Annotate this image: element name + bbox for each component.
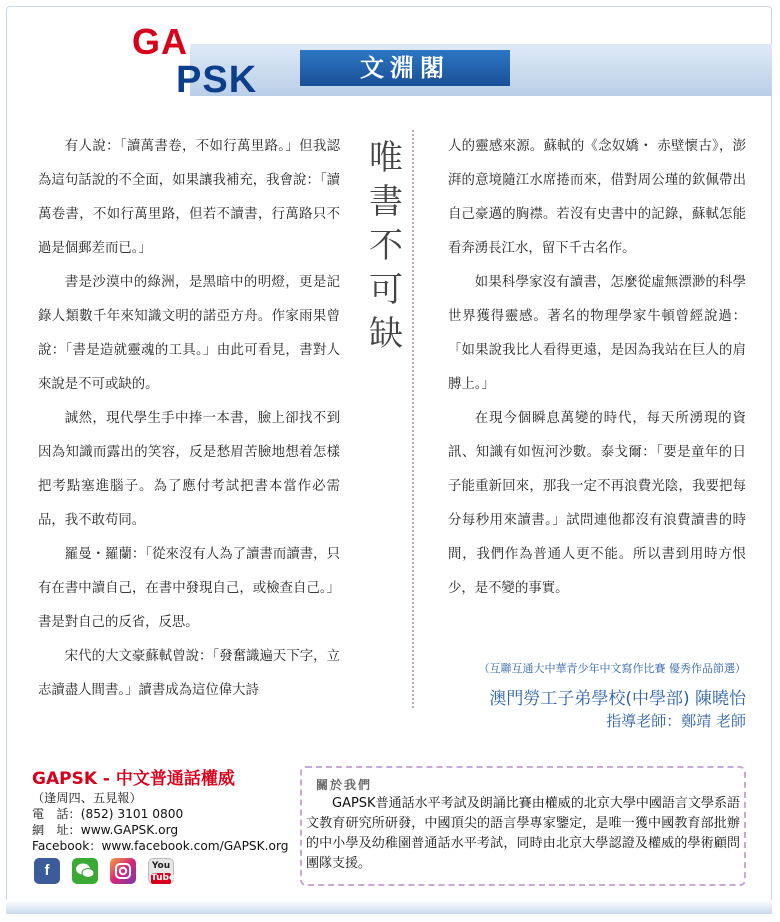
publish-schedule: （逢周四、五見報） xyxy=(32,791,142,805)
article-title xyxy=(366,136,406,356)
youtube-text-top: You xyxy=(151,861,171,871)
paragraph: 有人說：「讀萬書卷，不如行萬里路。」但我認為這句話說的不全面，如果讓我補充，我會說：「讀萬卷書，不如行萬里路，但若不讀書，行萬路只不過是個郵差而已。」 xyxy=(38,139,340,256)
teacher-line: 指導老師：鄭靖 老師 xyxy=(606,712,746,730)
wechat-icon[interactable] xyxy=(72,858,98,884)
paragraph: 在現今個瞬息萬變的時代，每天所湧現的資訊、知識有如恆河沙數。泰戈爾：「要是童年的日子能重新回來，那我一定不再浪費光陰，我要把每分每秒用來讀書。」試問連他都沒有浪費讀書的時間，我們作為普通人更不能。所以書到用時方恨少，是不變的事實。 xyxy=(448,411,746,596)
competition-note: （互聯互通大中華青少年中文寫作比賽 優秀作品節選） xyxy=(478,662,746,675)
section-title: 文淵閣 xyxy=(360,54,450,82)
phone-label: 電 話： xyxy=(32,807,81,821)
paragraph: 羅曼・羅蘭：「從來沒有人為了讀書而讀書，只有在書中讀自己，在書中發現自己，或檢查自己。」書是對自己的反省，反思。 xyxy=(38,547,340,630)
phone-value: (852) 3101 0800 xyxy=(80,807,184,821)
gapsk-logo xyxy=(128,22,278,102)
website-label: 網 址： xyxy=(32,823,81,837)
about-title: 關於我們 xyxy=(316,778,373,792)
wechat-glyph xyxy=(72,858,98,884)
title-char: 缺 xyxy=(369,314,403,354)
facebook-label: Facebook： xyxy=(32,839,102,853)
paragraph: 宋代的大文豪蘇軾曾說：「發奮識遍天下字，立志讀盡人間書。」讀書成為這位偉大詩 xyxy=(38,649,340,698)
logo-ga: GA xyxy=(132,21,188,62)
instagram-glyph xyxy=(110,858,136,884)
title-char: 書 xyxy=(369,182,403,222)
facebook-row xyxy=(32,838,289,854)
title-char: 不 xyxy=(369,226,403,266)
author-line: 澳門勞工子弟學校(中學部) 陳曉怡 xyxy=(489,689,746,709)
paragraph: 如果科學家沒有讀書，怎麼從虛無漂渺的科學世界獲得靈感。著名的物理學家牛頓曾經說過：「如果說我比人看得更遠，是因為我站在巨人的肩膊上。」 xyxy=(448,275,746,392)
paragraph: 誠然，現代學生手中捧一本書，臉上卻找不到因為知識而露出的笑容，反是愁眉苦臉地想着怎樣把考點塞進腦子。為了應付考試把書本當作必需品，我不敢苟同。 xyxy=(38,411,340,528)
title-char: 唯 xyxy=(369,138,403,178)
paragraph: 書是沙漠中的綠洲，是黑暗中的明燈，更是記錄人類數千年來知識文明的諾亞方舟。作家雨果曾說：「書是造就靈魂的工具。」由此可看見，書對人來說是不可或缺的。 xyxy=(38,275,340,392)
phone-row xyxy=(32,806,183,822)
article-right-column xyxy=(448,130,746,606)
website-link[interactable]: www.GAPSK.org xyxy=(80,823,179,837)
about-text: GAPSK普通話水平考試及朗誦比賽由權威的北京大學中國語言文學系語文教育研究所研發，中國頂尖的語言學專家鑒定，是唯一獲中國教育部批辦的中小學及幼稚園普通話水平考試，同時由北京大學認證及權威的學術顧問團隊支援。 xyxy=(306,796,740,871)
youtube-text-bottom: Tube xyxy=(151,873,176,883)
title-char: 可 xyxy=(369,270,403,310)
bottom-band xyxy=(6,900,772,914)
facebook-icon[interactable]: f xyxy=(34,858,60,884)
logo-psk: PSK xyxy=(176,59,258,101)
column-divider xyxy=(412,130,414,708)
facebook-link[interactable]: www.facebook.com/GAPSK.org xyxy=(101,839,289,853)
youtube-icon[interactable] xyxy=(148,858,174,884)
article-left-column xyxy=(38,130,340,708)
instagram-icon[interactable] xyxy=(110,858,136,884)
paragraph: 人的靈感來源。蘇軾的《念奴嬌・ 赤壁懷古》，澎湃的意境隨江水席捲而來，借對周公瑾的欽佩帶出自己豪邁的胸襟。若沒有史書中的記錄，蘇軾怎能看奔湧長江水，留下千古名作。 xyxy=(448,139,746,256)
org-title: GAPSK - 中文普通話權威 xyxy=(32,769,235,789)
website-row xyxy=(32,822,178,838)
